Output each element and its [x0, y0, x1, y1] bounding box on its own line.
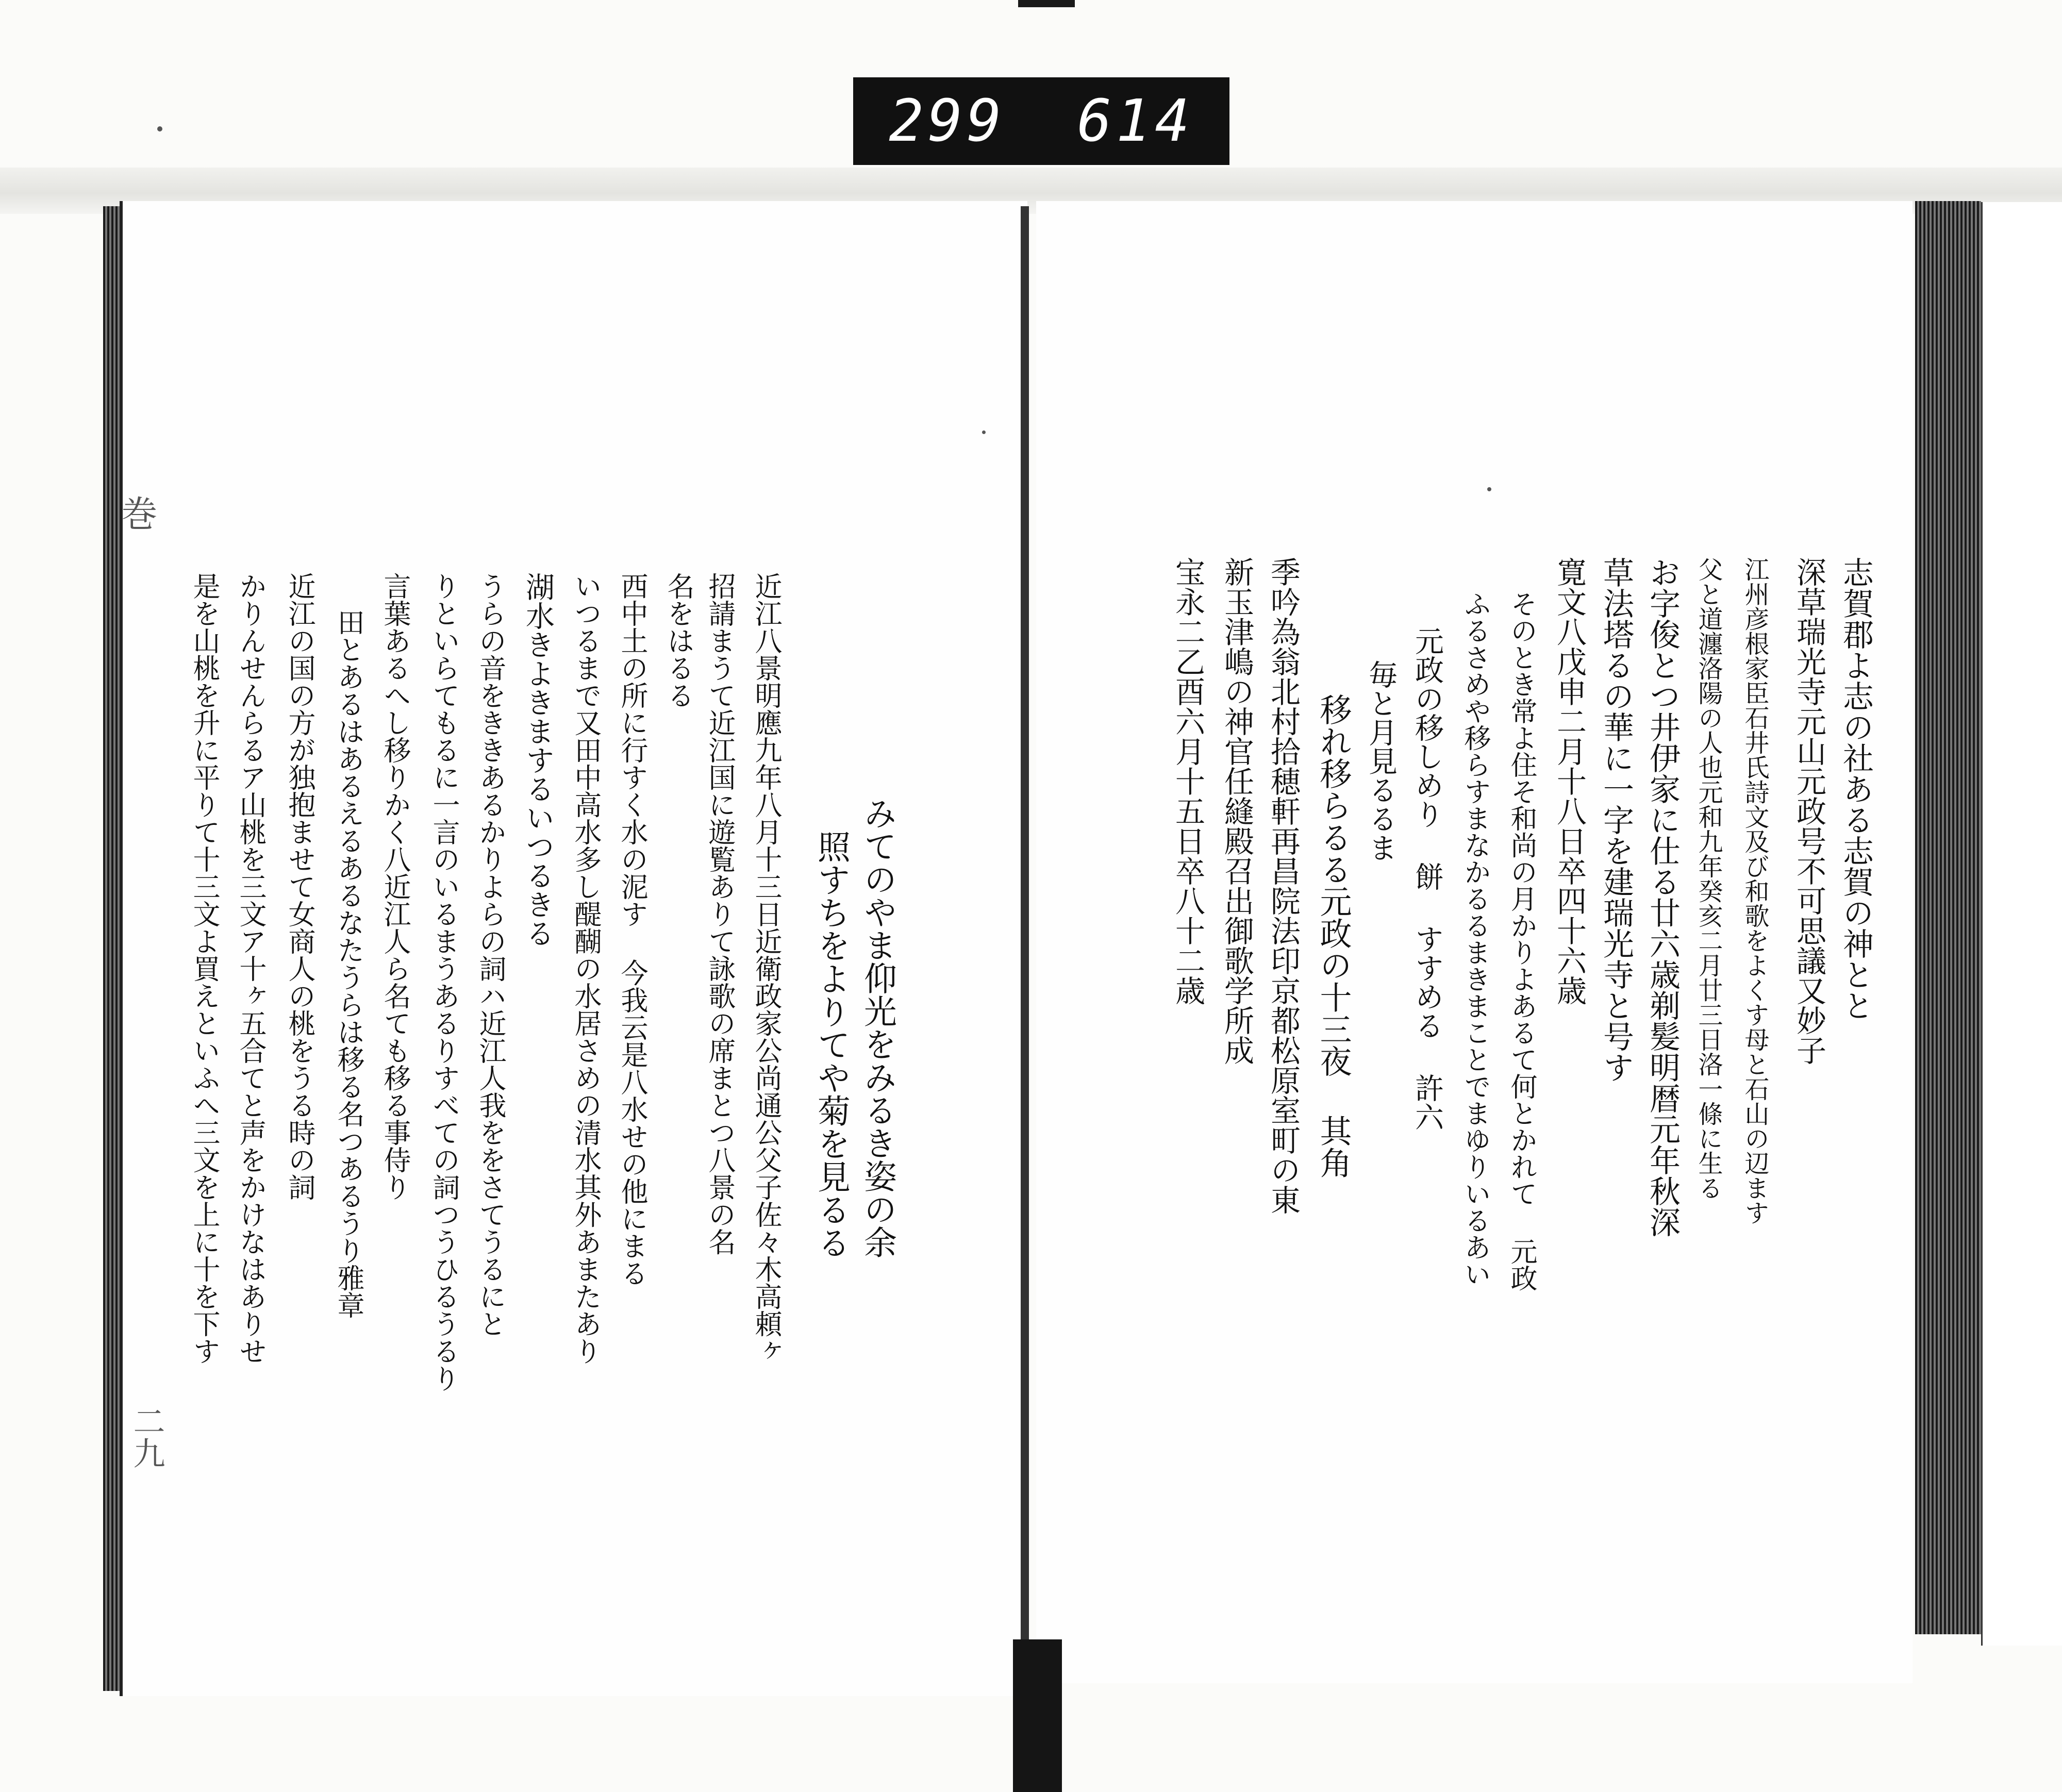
text-column: 毎と月見るるま	[1364, 660, 1398, 862]
text-column: 照すちをよりてや菊を見るる	[812, 830, 850, 1259]
page-top-blot	[1018, 0, 1075, 7]
speck	[157, 126, 162, 131]
text-column: うらの音をききあるかりよらの詞ハ近江人我ををさてうるにと	[475, 572, 506, 1337]
right-book-edge	[1915, 201, 1981, 1634]
text-column: 招請まうて近江国に遊覧ありて詠歌の席まとつ八景の名	[704, 572, 736, 1255]
label-left-number: 299	[889, 88, 1006, 155]
text-column: 西中土の所に行すく水の泥す 今我云是八水せの他にまる	[617, 572, 648, 1287]
text-column: 湖水きよきまするいつるきる	[521, 572, 555, 948]
text-column: 移れ移らるる元政の十三夜 其角	[1315, 693, 1352, 1179]
label-right-number: 614	[1077, 88, 1194, 155]
archive-label	[853, 77, 1229, 165]
text-column: りといらてもるに一言のいるまうあるりすべての詞つうひるうるり	[428, 572, 460, 1392]
text-column: 深草瑞光寺元山元政号不可思議又妙子	[1791, 557, 1826, 1065]
next-page-strip	[1981, 202, 2062, 1646]
text-column: 名をはるる	[663, 572, 694, 709]
text-column: 近江八景明應九年八月十三日近衛政家公尚通公父子佐々木高頼ヶ	[751, 572, 782, 1365]
text-column: 新玉津嶋の神官任縫殿召出御歌学所成	[1219, 557, 1254, 1065]
text-column: そのとき常よ住そ和尚の月かりよあるて何とかれて 元政	[1506, 590, 1537, 1291]
text-column: 父と道瀍洛陽の人也元和九年癸亥二月廿三日洛一條に生る	[1694, 557, 1723, 1200]
text-column: 近江の国の方が独抱ませて女商人の桃をうる時の詞	[284, 572, 315, 1201]
text-column: かりんせんらるア山桃を三文ア十ヶ五合てと声をかけなはありせ	[235, 572, 267, 1365]
text-column: 是を山桃を升に平りて十三文よ買えといふへ三文を上に十を下す	[189, 572, 220, 1365]
text-column: 言葉あるへし移りかく八近江人ら名ても移る事侍り	[379, 572, 411, 1201]
text-column: いつるまで又田中高水多し醍醐の水居さめの清水其外あまたあり	[570, 572, 602, 1365]
text-column: みてのやま仰光をみるき姿の余	[858, 797, 896, 1258]
left-page-number: 二九	[128, 1405, 165, 1469]
left-margin-mark: 巻	[115, 495, 158, 531]
text-column: 田とあるはあるえるあるなたうらは移る名つあるうり雅章	[333, 608, 364, 1319]
text-column: 志賀郡よ志の社ある志賀の神とと	[1838, 557, 1874, 1021]
text-column: 江州彦根家臣石井氏詩文及び和歌をよくす母と石山の辺ます	[1740, 557, 1769, 1225]
text-column: お字俊とつ井伊家に仕る廿六歳剃髪明暦元年秋深	[1644, 557, 1681, 1237]
text-column: 元政の移しめり 餅 すすめる 許六	[1410, 626, 1444, 1131]
speck	[982, 430, 986, 434]
text-column: 季吟為翁北村拾穂軒再昌院法印京都松原室町の東	[1266, 557, 1301, 1215]
text-column: 寛文八戊申二月十八日卒四十六歳	[1552, 557, 1587, 1005]
speck	[1487, 487, 1491, 491]
text-column: ふるさめや移らすまなかるるまきまことでまゆりいるあい	[1459, 590, 1490, 1287]
text-column: 宝永二乙酉六月十五日卒八十二歳	[1170, 557, 1205, 1005]
text-column: 草法塔るの華に一字を建瑞光寺と号す	[1598, 557, 1634, 1083]
book-gutter	[1021, 206, 1029, 1691]
bookmark-ribbon	[1013, 1639, 1062, 1792]
